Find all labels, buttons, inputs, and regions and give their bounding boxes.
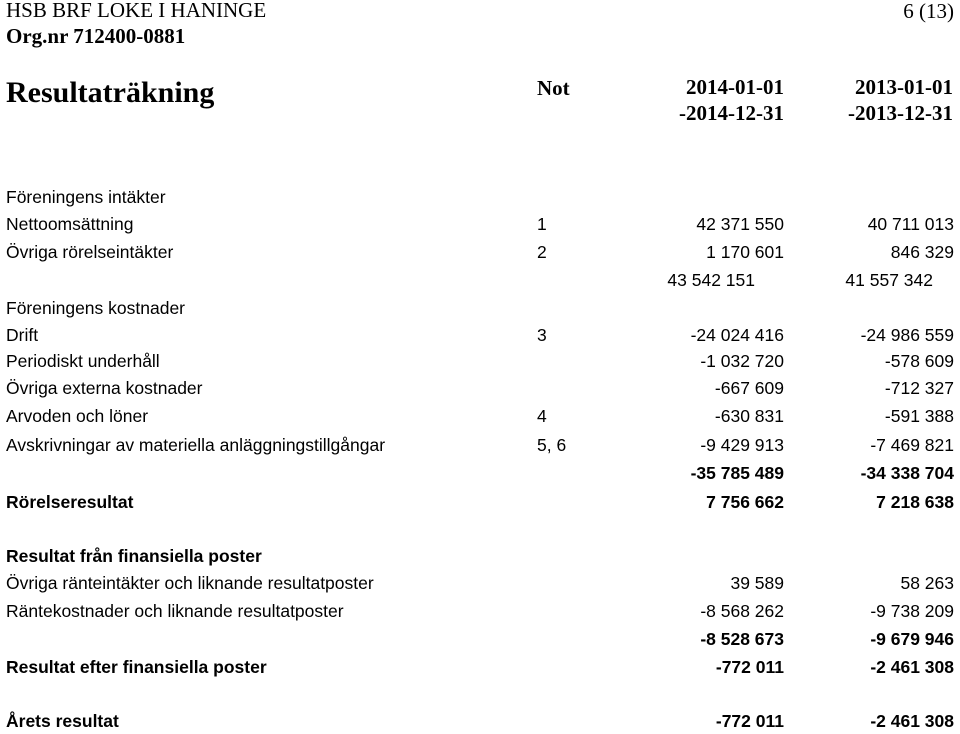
subtotal-row-costs (0, 460, 960, 486)
value-2013: -578 609 (884, 351, 954, 371)
org-number: Org.nr 712400-0881 (6, 24, 186, 48)
value-2013: -712 327 (884, 378, 954, 398)
period-2013-end: -2013-12-31 (848, 101, 953, 125)
value-2014: -9 429 913 (700, 435, 784, 455)
value-2014: -772 011 (715, 711, 784, 731)
value-2014: -35 785 489 (690, 463, 784, 483)
value-2014: 7 756 662 (706, 492, 784, 512)
row-note: 2 (537, 242, 547, 262)
subtotal-row-financial (0, 626, 960, 652)
table-row (0, 598, 960, 624)
value-2013: -2 461 308 (870, 711, 954, 731)
association-name: HSB BRF LOKE I HANINGE (6, 0, 267, 22)
value-2014: -667 609 (714, 378, 784, 398)
row-label: Periodiskt underhåll (6, 351, 160, 371)
period-2014-end: -2014-12-31 (679, 101, 784, 125)
row-label: Föreningens kostnader (6, 298, 185, 318)
table-row (0, 432, 960, 458)
row-note: 5, 6 (537, 435, 567, 455)
subtotal-row-income (0, 267, 960, 293)
section-heading-income (0, 184, 960, 210)
value-2013: 40 711 013 (867, 214, 954, 234)
row-label: Övriga externa kostnader (6, 378, 203, 398)
value-2014: 42 371 550 (696, 214, 784, 234)
result-after-financial-row (0, 654, 960, 680)
period-2014-start: 2014-01-01 (686, 75, 784, 99)
row-label: Föreningens intäkter (6, 187, 166, 207)
value-2013: 41 557 342 (845, 270, 933, 290)
value-2013: 58 263 (900, 573, 954, 593)
row-label: Arvoden och löner (6, 406, 149, 426)
value-2013: -9 679 946 (870, 629, 954, 649)
value-2013: -34 338 704 (860, 463, 954, 483)
row-note: 4 (537, 406, 547, 426)
value-2014: -772 011 (715, 657, 784, 677)
row-label: Årets resultat (6, 711, 119, 731)
period-2014-header (679, 74, 784, 126)
table-row (0, 322, 960, 348)
table-row (0, 403, 960, 429)
row-note: 3 (537, 325, 547, 345)
value-2013: 7 218 638 (876, 492, 954, 512)
note-column-header: Not (537, 76, 570, 100)
value-2014: -1 032 720 (700, 351, 784, 371)
page-number: 6 (13) (903, 0, 954, 23)
value-2014: -24 024 416 (690, 325, 784, 345)
value-2013: -7 469 821 (870, 435, 954, 455)
page-title: Resultaträkning (6, 76, 215, 109)
section-heading-costs (0, 295, 960, 321)
row-label: Räntekostnader och liknande resultatposter (6, 601, 344, 621)
value-2013: -591 388 (884, 406, 954, 426)
row-label: Resultat efter finansiella poster (6, 657, 267, 677)
value-2013: -9 738 209 (870, 601, 954, 621)
value-2013: -24 986 559 (860, 325, 954, 345)
table-row (0, 570, 960, 596)
row-label: Övriga ränteintäkter och liknande resultatposter (6, 573, 374, 593)
table-row (0, 211, 960, 237)
table-row (0, 348, 960, 374)
value-2014: -8 528 673 (700, 629, 784, 649)
value-2014: 43 542 151 (667, 270, 755, 290)
table-row (0, 239, 960, 265)
row-label: Avskrivningar av materiella anläggningstillgångar (6, 435, 386, 455)
table-row (0, 375, 960, 401)
period-2013-start: 2013-01-01 (855, 75, 953, 99)
value-2014: -8 568 262 (700, 601, 784, 621)
row-label: Drift (6, 325, 39, 345)
section-heading-financial (0, 543, 960, 569)
net-result-row (0, 708, 960, 734)
value-2014: 1 170 601 (706, 242, 784, 262)
row-label: Rörelseresultat (6, 492, 134, 512)
value-2013: 846 329 (890, 242, 954, 262)
value-2014: 39 589 (730, 573, 784, 593)
period-2013-header (848, 74, 953, 126)
value-2014: -630 831 (714, 406, 784, 426)
row-label: Nettoomsättning (6, 214, 134, 234)
row-note: 1 (537, 214, 547, 234)
operating-result-row (0, 489, 960, 515)
value-2013: -2 461 308 (870, 657, 954, 677)
row-label: Övriga rörelseintäkter (6, 242, 174, 262)
row-label: Resultat från finansiella poster (6, 546, 262, 566)
